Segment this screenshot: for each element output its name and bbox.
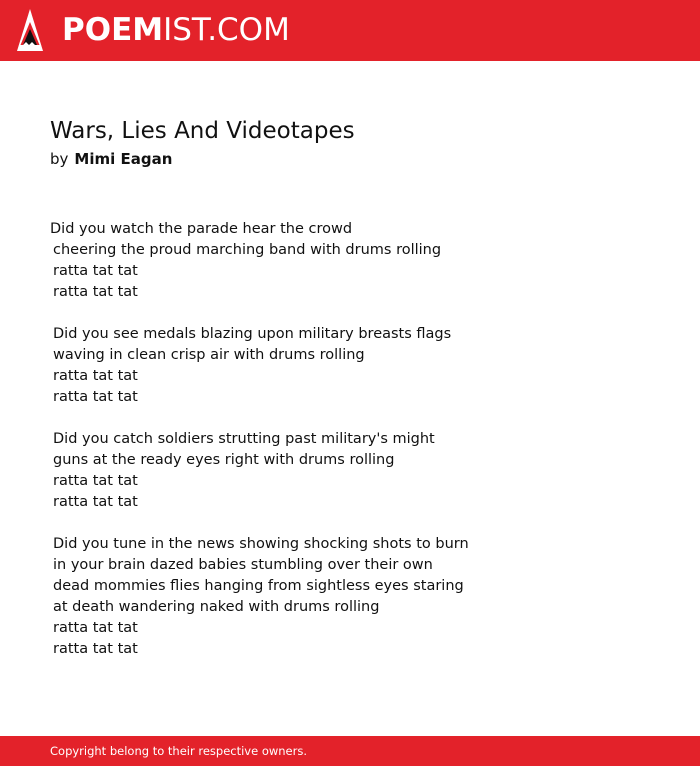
poem-line xyxy=(50,513,650,534)
author-name: Mimi Eagan xyxy=(74,150,173,168)
poem-line: waving in clean crisp air with drums rolling xyxy=(53,347,365,363)
poem-line: ratta tat tat xyxy=(53,263,138,279)
poem-line: ratta tat tat xyxy=(53,284,138,300)
site-logo[interactable] xyxy=(62,12,290,48)
poem-line: ratta tat tat xyxy=(53,641,138,657)
poem-line: in your brain dazed babies stumbling over their own xyxy=(53,557,433,573)
poem-line: Did you tune in the news showing shocking shots to burn xyxy=(53,536,469,552)
byline xyxy=(50,148,172,170)
poem-line: ratta tat tat xyxy=(53,494,138,510)
pencil-icon[interactable] xyxy=(17,9,43,51)
poem-line: ratta tat tat xyxy=(53,389,138,405)
by-label: by xyxy=(50,150,69,168)
poem-line: dead mommies flies hanging from sightless eyes staring xyxy=(53,578,464,594)
poem-line: Did you watch the parade hear the crowd xyxy=(50,221,353,237)
poem-line: cheering the proud marching band with drums rolling xyxy=(53,242,442,258)
site-footer xyxy=(0,736,700,766)
poem-line xyxy=(50,303,650,324)
poem-line: ratta tat tat xyxy=(53,620,138,636)
poem-line: ratta tat tat xyxy=(53,473,138,489)
copyright-text: Copyright belong to their respective owners. xyxy=(50,744,308,758)
poem-line: ratta tat tat xyxy=(53,368,138,384)
poem-line: Did you see medals blazing upon military breasts flags xyxy=(53,326,452,342)
logo-bold-text: POEM xyxy=(62,12,164,48)
poem-title: Wars, Lies And Videotapes xyxy=(50,118,355,144)
poem-line: guns at the ready eyes right with drums rolling xyxy=(53,452,395,468)
site-header xyxy=(0,0,700,61)
poem-line: at death wandering naked with drums rolling xyxy=(53,599,380,615)
poem-body xyxy=(50,219,650,660)
poem-line xyxy=(50,408,650,429)
logo-light-text: IST.COM xyxy=(163,12,290,48)
poem-line: Did you catch soldiers strutting past military's might xyxy=(53,431,435,447)
